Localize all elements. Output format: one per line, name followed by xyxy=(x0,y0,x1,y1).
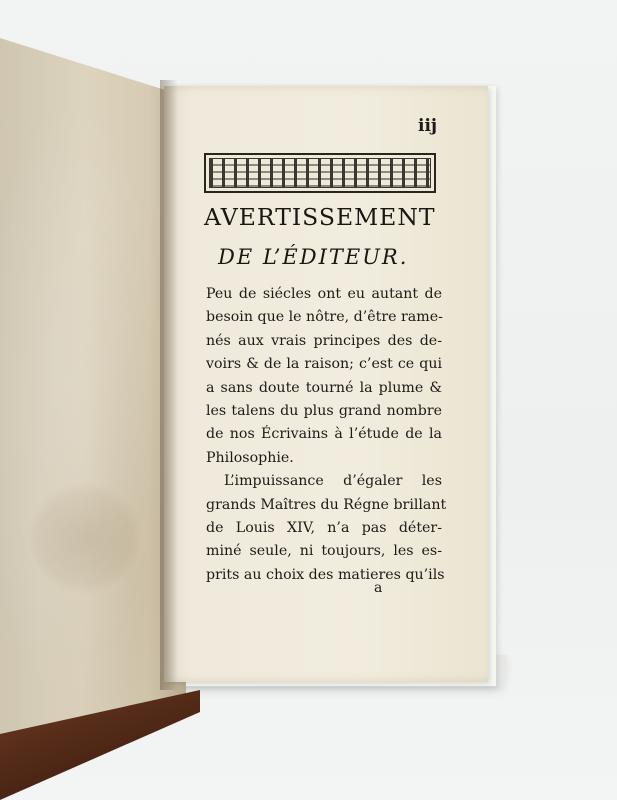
text-line: a sans doute tourné la plume & xyxy=(206,379,442,396)
text-line: grands Maîtres du Régne brillant xyxy=(206,496,447,513)
text-line: miné seule, ni toujours, les es- xyxy=(206,543,442,560)
text-line: nés aux vrais principes des de- xyxy=(206,332,442,349)
section-subtitle: DE L’ÉDITEUR. xyxy=(218,245,409,269)
text-line: Philosophie. xyxy=(206,449,294,466)
section-title: AVERTISSEMENT xyxy=(204,203,436,231)
page-number: iij xyxy=(418,116,438,136)
text-line: besoin que le nôtre, d’être rame- xyxy=(206,309,443,326)
text-line: prits au choix des matieres qu’ils xyxy=(206,566,445,583)
text-line: L’impuissance d’égaler les xyxy=(224,473,442,490)
text-line: les talens du plus grand nombre xyxy=(206,403,442,420)
ornamental-headpiece xyxy=(204,153,436,193)
left-page-verso xyxy=(0,38,186,770)
text-line: de Louis XIV, n’a pas déter- xyxy=(206,520,442,537)
text-line: voirs & de la raison; c’est ce qui xyxy=(206,356,442,373)
signature-mark: a xyxy=(374,580,383,596)
text-line: de nos Écrivains à l’étude de la xyxy=(206,426,442,443)
body-text xyxy=(206,283,447,587)
headpiece-pattern xyxy=(209,158,431,188)
bleed-through-vignette xyxy=(30,478,140,598)
text-line: Peu de siécles ont eu autant de xyxy=(206,286,442,302)
gutter-shadow xyxy=(160,80,178,690)
